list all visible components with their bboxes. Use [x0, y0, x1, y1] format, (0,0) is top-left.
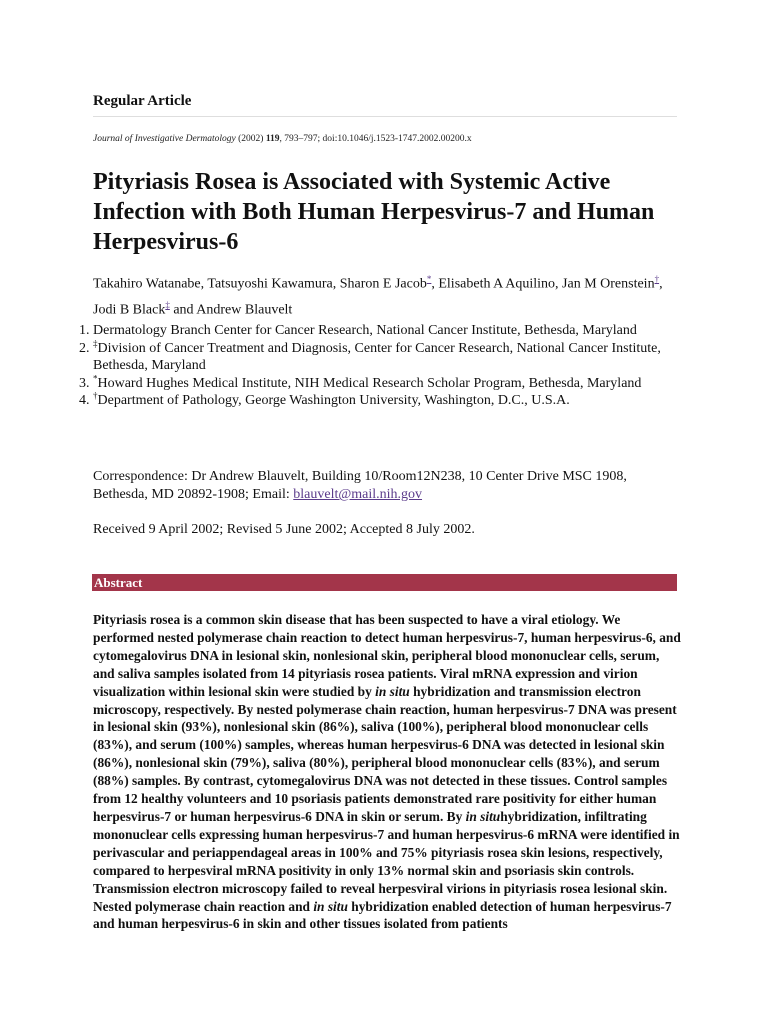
affiliation-text: Division of Cancer Treatment and Diagnosis, Center for Cancer Research, National Cancer Institute, Bethesda, Maryland — [93, 340, 661, 373]
affiliation-item — [93, 372, 703, 393]
affiliation-marker: ‡ — [93, 337, 98, 348]
affiliation-marker: † — [93, 390, 98, 401]
header-divider — [93, 116, 677, 117]
abstract-segment: Pityriasis rosea is a common skin disease that has been suspected to have a viral etiology. We performed nested polymerase chain reaction to detect human herpesvirus-7, human herpesvirus-6, and cytomegalovirus DNA in lesional skin, nonlesional skin, peripheral blood mononuclear cells, serum, and saliva samples isolated from 14 pityriasis rosea patients. Viral mRNA expression and virion visualization within lesional skin were studied by — [93, 612, 681, 699]
abstract-italic: in situ — [375, 683, 410, 699]
email-link[interactable]: blauvelt@mail.nih.gov — [293, 487, 423, 502]
affiliation-text: Department of Pathology, George Washington University, Washington, D.C., U.S.A. — [97, 393, 570, 408]
correspondence — [93, 468, 683, 504]
abstract-segment: hybridization and transmission electron microscopy, respectively. By nested polymerase chain reaction, human herpesvirus-7 DNA was present in lesional skin (93%), nonlesional skin (86%), saliva (100%), peripheral blood mononuclear cells (83%), and serum (100%) samples, whereas human herpesvirus-6 DNA was detected in lesional skin (86%), nonlesional skin (79%), saliva (80%), peripheral blood mononuclear cells (83%), and serum (88%) samples. By contrast, cytomegalovirus DNA was not detected in these tissues. Control samples from 12 healthy volunteers and 10 psoriasis patients demonstrated rare positivity for either human herpesvirus-7 or human herpesvirus-6 DNA in skin or serum. By — [93, 683, 677, 824]
journal-name: Journal of Investigative Dermatology — [93, 134, 236, 144]
abstract-italic: in situ — [313, 898, 348, 914]
affiliation-marker: * — [93, 372, 98, 383]
article-type-label: Regular Article — [93, 93, 192, 109]
affiliation-item — [93, 337, 703, 375]
received-dates: Received 9 April 2002; Revised 5 June 2002; Accepted 8 July 2002. — [93, 522, 475, 537]
citation-pages-doi: , 793–797; doi:10.1046/j.1523-1747.2002.00200.x — [279, 134, 472, 144]
authors-part-1: Takahiro Watanabe, Tatsuyoshi Kawamura, Sharon E Jacob — [93, 276, 427, 292]
affiliation-link-gwu[interactable]: † — [654, 274, 660, 284]
affiliation-link-nci-dctd[interactable]: ‡ — [165, 299, 170, 310]
abstract-segment: hybridization enabled detection of human herpesvirus-7 and human herpesvirus-6 in skin and other tissues isolated from patients — [93, 898, 672, 932]
abstract-segment: hybridization, infiltrating mononuclear cells expressing human herpesvirus-7 and human herpesvirus-6 mRNA were identified in perivascular and periappendageal areas in 100% and 75% pityriasis rosea skin lesions, respectively, compared to herpesviral mRNA positivity in only 13% normal skin and psoriasis skin controls. Transmission electron microscopy failed to reveal herpesviral virions in pityriasis rosea lesional skin. Nested polymerase chain reaction and — [93, 808, 680, 914]
affiliation-text: Dermatology Branch Center for Cancer Research, National Cancer Institute, Bethesda, Maryland — [93, 323, 637, 338]
correspondence-text: Correspondence: Dr Andrew Blauvelt, Building 10/Room12N238, 10 Center Drive MSC 1908, Bethesda, MD 20892-1908; Email: — [93, 469, 627, 502]
affiliation-list — [66, 322, 703, 410]
authors-part-3: , Jodi B Black — [93, 276, 663, 318]
affiliation-item — [93, 322, 703, 340]
affiliation-item — [93, 392, 703, 410]
authors-part-2: , Elisabeth A Aquilino, Jan M Orenstein — [431, 276, 655, 292]
citation-year: (2002) — [238, 134, 264, 144]
journal-citation — [93, 134, 472, 144]
author-list — [93, 269, 673, 320]
abstract-heading: Abstract — [92, 574, 677, 591]
abstract-italic: in situ — [465, 808, 501, 824]
authors-part-4: and Andrew Blauvelt — [169, 302, 293, 318]
affiliation-text: Howard Hughes Medical Institute, NIH Medical Research Scholar Program, Bethesda, Maryland — [97, 375, 642, 391]
article-title: Pityriasis Rosea is Associated with Systemic Active Infection with Both Human Herpesvirus-7 and Human Herpesvirus-6 — [93, 169, 655, 255]
citation-volume: 119 — [265, 134, 280, 144]
affiliation-link-hhmi[interactable]: * — [426, 274, 432, 284]
abstract-text — [93, 611, 683, 933]
